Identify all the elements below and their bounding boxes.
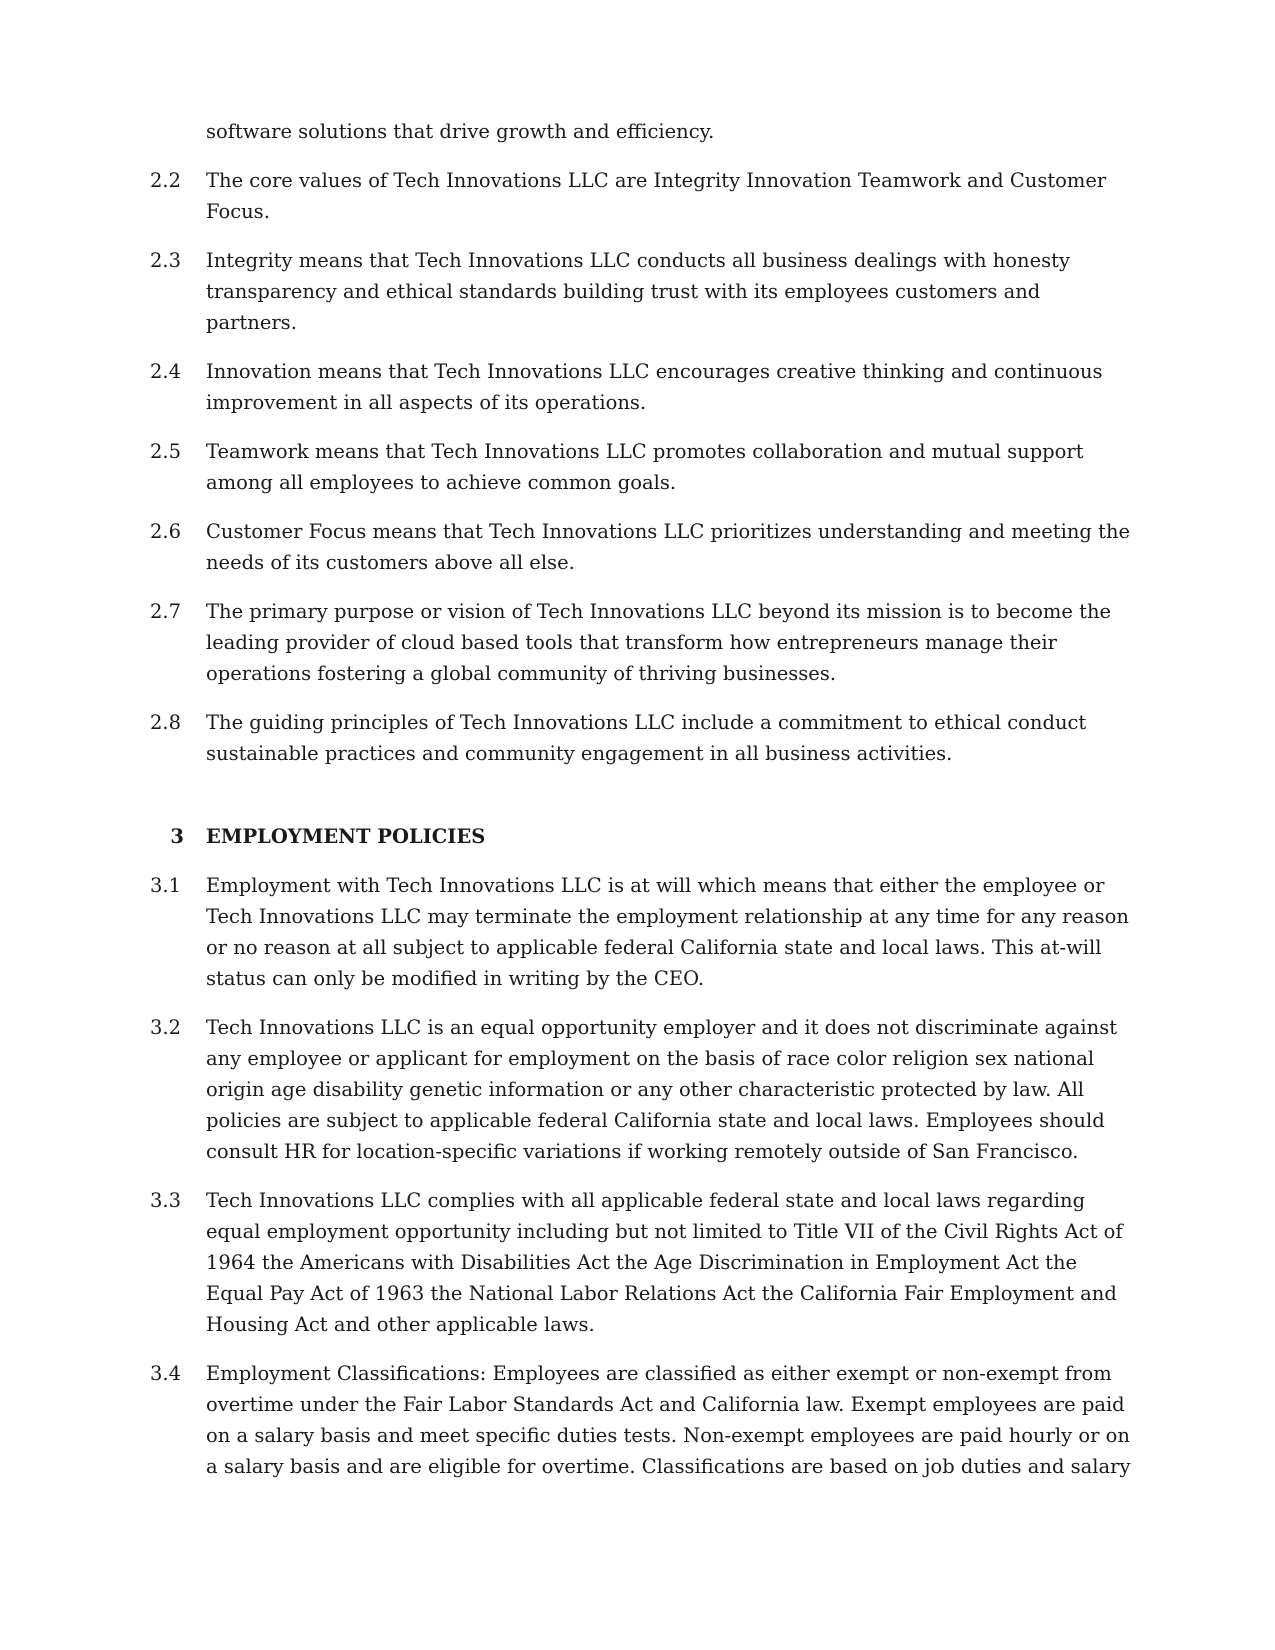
section-title: EMPLOYMENT POLICIES bbox=[206, 825, 486, 848]
clause-number: 2.6 bbox=[150, 520, 182, 543]
clause-number: 2.5 bbox=[150, 440, 182, 463]
clause-text: Employment Classifications: Employees are classified as either exempt or non-exempt from overtime under the Fair Labor Standards Act and California law. Exempt employees are paid on a salary basis and meet specific duties tests. Non-exempt employees are paid hourly or on a salary basis and are eligible for overtime. Classifications are based on job duties and salary bbox=[206, 1362, 1131, 1478]
clause-2-6 bbox=[150, 516, 1135, 578]
clause-number: 3.3 bbox=[150, 1189, 182, 1212]
clause-text: Teamwork means that Tech Innovations LLC promotes collaboration and mutual support among all employees to achieve common goals. bbox=[206, 440, 1084, 494]
clause-3-3 bbox=[150, 1185, 1135, 1340]
clause-2-5 bbox=[150, 436, 1135, 498]
clause-text: Employment with Tech Innovations LLC is at will which means that either the employee or Tech Innovations LLC may terminate the employment relationship at any time for any reason or no reason at all subject to applicable federal California state and local laws. This at-will status can only be modified in writing by the CEO. bbox=[206, 874, 1129, 990]
clause-number: 3.4 bbox=[150, 1362, 182, 1385]
clause-2-8 bbox=[150, 707, 1135, 769]
clause-number: 3.1 bbox=[150, 874, 182, 897]
clause-number: 2.4 bbox=[150, 360, 182, 383]
clause-number: 2.7 bbox=[150, 600, 182, 623]
clause-text: Customer Focus means that Tech Innovations LLC prioritizes understanding and meeting the needs of its customers above all else. bbox=[206, 520, 1131, 574]
clause-number: 3.2 bbox=[150, 1016, 182, 1039]
document-body bbox=[150, 116, 1135, 1500]
clause-2-7 bbox=[150, 596, 1135, 689]
clause-2-3 bbox=[150, 245, 1135, 338]
clause-2-4 bbox=[150, 356, 1135, 418]
clause-text: The core values of Tech Innovations LLC are Integrity Innovation Teamwork and Customer Focus. bbox=[206, 169, 1107, 223]
clause-3-4 bbox=[150, 1358, 1135, 1482]
clause-2-2 bbox=[150, 165, 1135, 227]
clause-number: 2.8 bbox=[150, 711, 182, 734]
clause-3-2 bbox=[150, 1012, 1135, 1167]
clause-text: Tech Innovations LLC is an equal opportunity employer and it does not discriminate against any employee or applicant for employment on the basis of race color religion sex national origin age disability genetic information or any other characteristic protected by law. All policies are subject to applicable federal California state and local laws. Employees should consult HR for location-specific variations if working remotely outside of San Francisco. bbox=[206, 1016, 1118, 1163]
clause-text: Innovation means that Tech Innovations LLC encourages creative thinking and continuous improvement in all aspects of its operations. bbox=[206, 360, 1103, 414]
clause-text: The guiding principles of Tech Innovations LLC include a commitment to ethical conduct sustainable practices and community engagement in all business activities. bbox=[206, 711, 1087, 765]
clause-text: Integrity means that Tech Innovations LLC conducts all business dealings with honesty transparency and ethical standards building trust with its employees customers and partners. bbox=[206, 249, 1070, 334]
clause-number: 2.3 bbox=[150, 249, 182, 272]
clause-text: The primary purpose or vision of Tech Innovations LLC beyond its mission is to become the leading provider of cloud based tools that transform how entrepreneurs manage their operations fostering a global community of thriving businesses. bbox=[206, 600, 1112, 685]
continued-paragraph: software solutions that drive growth and efficiency. bbox=[206, 120, 715, 143]
section-heading bbox=[150, 821, 1135, 852]
clause-number: 2.2 bbox=[150, 169, 182, 192]
clause-text: Tech Innovations LLC complies with all applicable federal state and local laws regarding equal employment opportunity including but not limited to Title VII of the Civil Rights Act of 1964 the Americans with Disabilities Act the Age Discrimination in Employment Act the Equal Pay Act of 1963 the National Labor Relations Act the California Fair Employment and Housing Act and other applicable laws. bbox=[206, 1189, 1123, 1336]
section-number: 3 bbox=[170, 825, 184, 848]
clause-3-1 bbox=[150, 870, 1135, 994]
